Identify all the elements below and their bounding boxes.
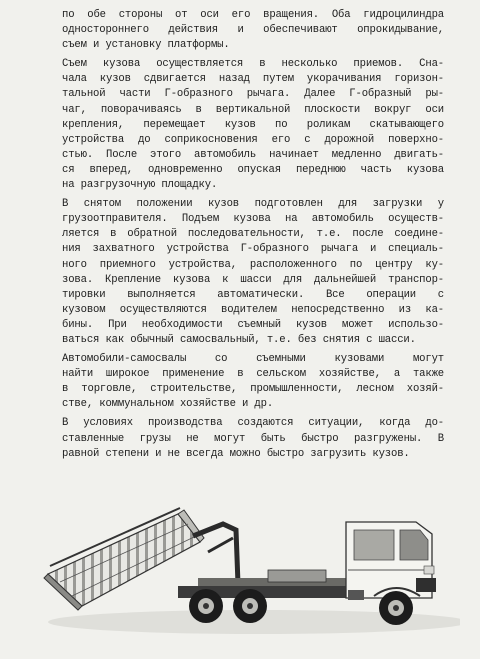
text-line: В снятом положении кузов подготовлен для загрузки у	[62, 198, 444, 211]
paragraph	[62, 352, 444, 412]
hook-lift-truck-photo	[28, 494, 460, 644]
paragraph	[62, 57, 444, 193]
text-line: Съем кузова осуществляется в несколько приемов. Сна-	[62, 58, 444, 71]
text-line: ляется в обратной последовательности, т.е. после соедине-	[62, 228, 444, 241]
text-line: съем и установку платформы.	[62, 39, 230, 52]
text-line: бины. При необходимости съемный кузов может использо-	[62, 318, 444, 331]
text-line: стве, коммунальном хозяйстве и др.	[62, 398, 274, 411]
text-line: устройства до соприкосновения его с дорожной поверхно-	[62, 133, 444, 146]
paragraph	[62, 197, 444, 348]
text-line: одностороннего действия и обеспечивают опрокидывание,	[62, 24, 444, 37]
text-line: В условиях производства создаются ситуации, когда до-	[62, 417, 444, 430]
text-line: крепления, перемещает кузов по роликам скатывающего	[62, 118, 444, 131]
text-line: ваться как обычный самосвальный, т.е. без снятия с шасси.	[62, 333, 416, 346]
text-line: ния захватного устройства Г-образного рычага и специаль-	[62, 243, 444, 256]
text-line: ся вперед, одновременно опуская переднюю часть кузова	[62, 163, 444, 176]
text-line: равной степени и не всегда можно быстро загрузить кузов.	[62, 447, 410, 460]
text-line: ставленные грузы не могут быть быстро разгружены. В	[62, 432, 444, 445]
paragraph	[62, 416, 444, 461]
rear-wheel-1	[189, 589, 223, 623]
text-line: по обе стороны от оси его вращения. Оба гидроцилиндра	[62, 9, 444, 21]
body-text	[62, 8, 444, 466]
text-line: тировки выполняется автоматически. Все операции с	[62, 288, 444, 301]
text-line: кузовом осуществляются водителем непосредственно из ка-	[62, 303, 444, 316]
hook-arm	[193, 524, 238, 584]
text-line: чала кузов сдвигается назад путем укорачивания горизон-	[62, 73, 444, 86]
text-line: на разгрузочную площадку.	[62, 179, 218, 192]
text-line: Автомобили-самосвалы со съемными кузовами могут	[62, 353, 444, 366]
paragraph	[62, 8, 444, 53]
text-line: чаг, поворачиваясь в вертикальной плоскости вокруг оси	[62, 103, 444, 116]
front-wheel	[379, 591, 413, 625]
text-line: ного приемного устройства, расположенного по центру ку-	[62, 258, 444, 271]
rear-wheel-2	[233, 589, 267, 623]
text-line: грузоотправителя. Подъем кузова на автомобиль осуществ-	[62, 213, 444, 226]
text-line: зова. Крепление кузова к шасси для дальнейшей транспор-	[62, 273, 444, 286]
text-line: в торговле, строительстве, промышленности, лесном хозяй-	[62, 383, 444, 396]
text-line: найти широкое применение в сельском хозяйстве, а также	[62, 368, 444, 381]
truck-illustration	[28, 494, 460, 644]
text-line: тальной части Г-образного рычага. Далее Г-образный ры-	[62, 88, 444, 101]
text-line: стью. После этого автомобиль начинает медленно двигать-	[62, 148, 444, 161]
